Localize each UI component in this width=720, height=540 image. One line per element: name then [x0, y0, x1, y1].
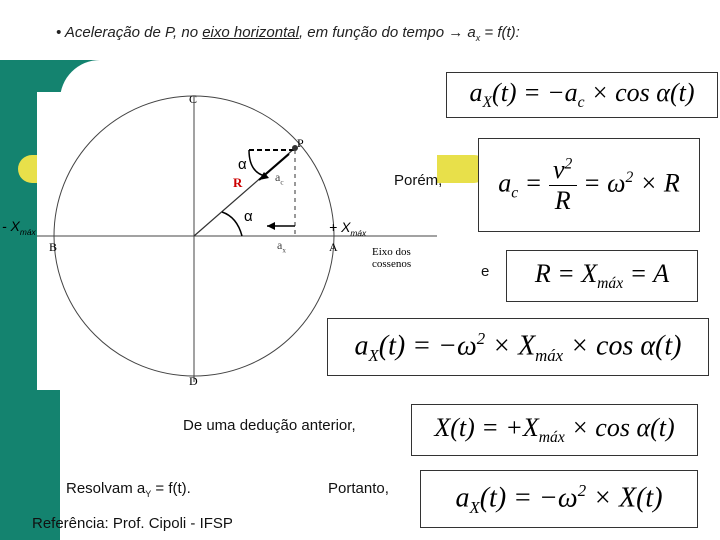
- title-prefix: Aceleração de P, no: [64, 24, 203, 41]
- label-ax: $a_x$: [277, 238, 286, 255]
- label-minus-xmax: - $X_{máx}$: [2, 218, 36, 237]
- label-alpha-bottom: α: [244, 208, 253, 225]
- formula-ax-final: $a_X(t) = -\omega^2 \times X(t)$: [420, 470, 698, 528]
- alpha-arc-bottom: [222, 212, 242, 236]
- axis-label: Eixo dos cossenos: [372, 246, 412, 270]
- label-P: P: [297, 136, 304, 150]
- label-A: A: [329, 240, 338, 254]
- reference-label: Referência: Prof. Cipoli - IFSP: [32, 515, 233, 532]
- title-ax-sub: x: [475, 33, 481, 43]
- deducao-label: De uma dedução anterior,: [183, 417, 356, 434]
- label-ac: $a_c$: [275, 170, 284, 187]
- formula-ax-ac: $a_X(t) = -a_c \times \cos \alpha(t)$: [446, 72, 718, 118]
- alpha-arc-top: [249, 150, 265, 176]
- porem-label: Porém,: [394, 172, 443, 189]
- label-alpha-top: α: [238, 156, 247, 173]
- e-label: e: [481, 263, 490, 280]
- title-end: = f(t):: [480, 24, 520, 41]
- formula-R: $R = X_{máx} = A$: [506, 250, 698, 302]
- formula-ac: $a_c$ = $\frac{v^2}{R}$ = $\omega^2 \times R$: [478, 138, 700, 232]
- portanto-label: Portanto,: [328, 480, 389, 497]
- label-D: D: [189, 374, 198, 388]
- label-B: B: [49, 240, 58, 254]
- formula-X: $X(t) = +X_{máx} \times \cos \alpha(t)$: [411, 404, 698, 456]
- arrow-icon: →: [448, 24, 464, 41]
- bullet: •: [56, 24, 62, 41]
- header-band: [0, 0, 720, 60]
- label-plus-xmax: + $X_{máx}$: [329, 219, 367, 238]
- formula-ax-xmax: $a_X(t) = -\omega^2 \times X_{máx} \times \cos \alpha(t)$: [327, 318, 709, 376]
- title-suffix: , em função do tempo: [298, 24, 445, 41]
- title-underlined: eixo horizontal: [202, 24, 299, 41]
- title-ax: a: [467, 24, 476, 41]
- resolvam-label: Resolvam $a_Y = f(t)$.: [66, 480, 191, 499]
- ax-arrowhead: [267, 222, 275, 230]
- label-R: R: [233, 175, 243, 190]
- label-C: C: [189, 92, 198, 106]
- slide-title: [56, 24, 520, 43]
